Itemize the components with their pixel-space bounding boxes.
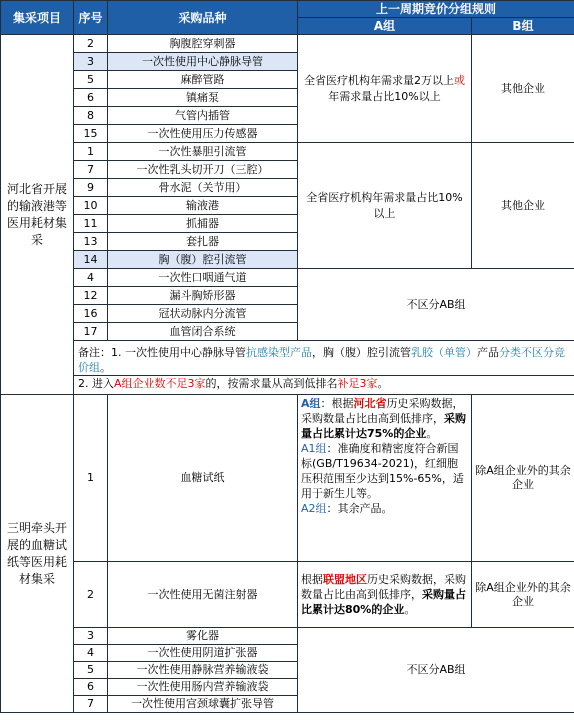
header-group-b: B组 <box>472 18 574 35</box>
header-rule: 上一周期竞价分组规则 <box>298 1 574 18</box>
seq-cell: 6 <box>74 89 108 107</box>
seq-cell: 5 <box>74 662 108 679</box>
hebei-g2-rule-b: 其他企业 <box>472 143 574 269</box>
item-cell: 漏斗胸矫形器 <box>108 287 298 305</box>
seq-cell: 10 <box>74 197 108 215</box>
item-cell: 一次性乳头切开刀（三腔） <box>108 161 298 179</box>
hebei-note <box>74 341 574 395</box>
seq-cell: 17 <box>74 323 108 341</box>
seq-cell: 1 <box>74 143 108 161</box>
seq-cell: 16 <box>74 305 108 323</box>
seq-cell: 7 <box>74 696 108 713</box>
sanming-r1-rule-b: 除A组企业外的其余企业 <box>472 395 574 562</box>
header-group-a: A组 <box>298 18 472 35</box>
item-cell: 抓捕器 <box>108 215 298 233</box>
item-cell: 血管闭合系统 <box>108 323 298 341</box>
item-cell: 一次性使用阴道扩张器 <box>108 645 298 662</box>
seq-cell: 12 <box>74 287 108 305</box>
item-cell: 胸（腹）腔引流管 <box>108 251 298 269</box>
seq-cell: 14 <box>74 251 108 269</box>
hebei-g2-rule-a: 全省医疗机构年需求量占比10%以上 <box>298 143 472 269</box>
sanming-a1-group: A1组：准确度和精密度符合新国标(GB/T19634-2021)，红细胞压积范围至少达到15%-65%，适用于新生儿等。 <box>301 442 464 500</box>
item-cell: 冠状动脉内分流管 <box>108 305 298 323</box>
sanming-r1-rule-a <box>298 395 472 562</box>
item-cell: 骨水泥（关节用） <box>108 179 298 197</box>
item-cell: 一次性使用肠内营养输液袋 <box>108 679 298 696</box>
hebei-g3-rule: 不区分AB组 <box>298 269 574 341</box>
item-cell: 胸腹腔穿刺器 <box>108 35 298 53</box>
item-cell: 一次性使用无菌注射器 <box>108 562 298 628</box>
header-item: 采购品种 <box>108 1 298 35</box>
sanming-a2-group: A2组：其余产品。 <box>301 502 393 515</box>
item-cell: 一次性口咽通气道 <box>108 269 298 287</box>
sanming-g3-rule: 不区分AB组 <box>298 628 574 713</box>
seq-cell: 5 <box>74 71 108 89</box>
hebei-g1-rule-a: 全省医疗机构年需求量2万以上或年需求量占比10%以上 <box>298 35 472 143</box>
sanming-r2-rule-b: 除A组企业外的其余企业 <box>472 562 574 628</box>
seq-cell: 13 <box>74 233 108 251</box>
item-cell: 套扎器 <box>108 233 298 251</box>
item-cell: 气管内插管 <box>108 107 298 125</box>
item-cell: 镇痛泵 <box>108 89 298 107</box>
seq-cell: 3 <box>74 53 108 71</box>
seq-cell: 7 <box>74 161 108 179</box>
seq-cell: 1 <box>74 395 108 562</box>
sanming-r2-rule-a: 根据联盟地区历史采购数据，采购数量占比由高到低排序，采购量占比累计达80%的企业。 <box>298 562 472 628</box>
seq-cell: 3 <box>74 628 108 645</box>
seq-cell: 2 <box>74 562 108 628</box>
item-cell: 一次性使用压力传感器 <box>108 125 298 143</box>
seq-cell: 11 <box>74 215 108 233</box>
seq-cell: 4 <box>74 645 108 662</box>
seq-cell: 4 <box>74 269 108 287</box>
item-cell: 一次性使用静脉营养输液袋 <box>108 662 298 679</box>
header-seq: 序号 <box>74 1 108 35</box>
sanming-a-group: A组：根据河北省历史采购数据，采购数量占比由高到低排序，采购量占比累计达75%的企业。 <box>301 397 466 440</box>
item-cell: 一次性使用中心静脉导管 <box>108 53 298 71</box>
project-sanming: 三明牵头开展的血糖试纸等医用耗材集采 <box>1 395 74 713</box>
header-project: 集采项目 <box>1 1 74 35</box>
item-cell: 一次性暴胆引流管 <box>108 143 298 161</box>
item-cell: 输液港 <box>108 197 298 215</box>
item-cell: 雾化器 <box>108 628 298 645</box>
item-cell: 血糖试纸 <box>108 395 298 562</box>
seq-cell: 15 <box>74 125 108 143</box>
note-line-1: 备注：1. 一次性使用中心静脉导管抗感染型产品，胸（腹）腔引流管乳胶（单管）产品分类不区分竞价组。 <box>78 345 565 374</box>
note-line-2: 2. 进入A组企业数不足3家的，按需求量从高到低排名补足3家。 <box>74 375 574 391</box>
item-cell: 一次性使用宫颈球囊扩张导管 <box>108 696 298 713</box>
item-cell: 麻醉管路 <box>108 71 298 89</box>
seq-cell: 9 <box>74 179 108 197</box>
hebei-g1-rule-b: 其他企业 <box>472 35 574 143</box>
seq-cell: 2 <box>74 35 108 53</box>
seq-cell: 8 <box>74 107 108 125</box>
seq-cell: 6 <box>74 679 108 696</box>
project-hebei: 河北省开展的输液港等医用耗材集采 <box>1 35 74 395</box>
